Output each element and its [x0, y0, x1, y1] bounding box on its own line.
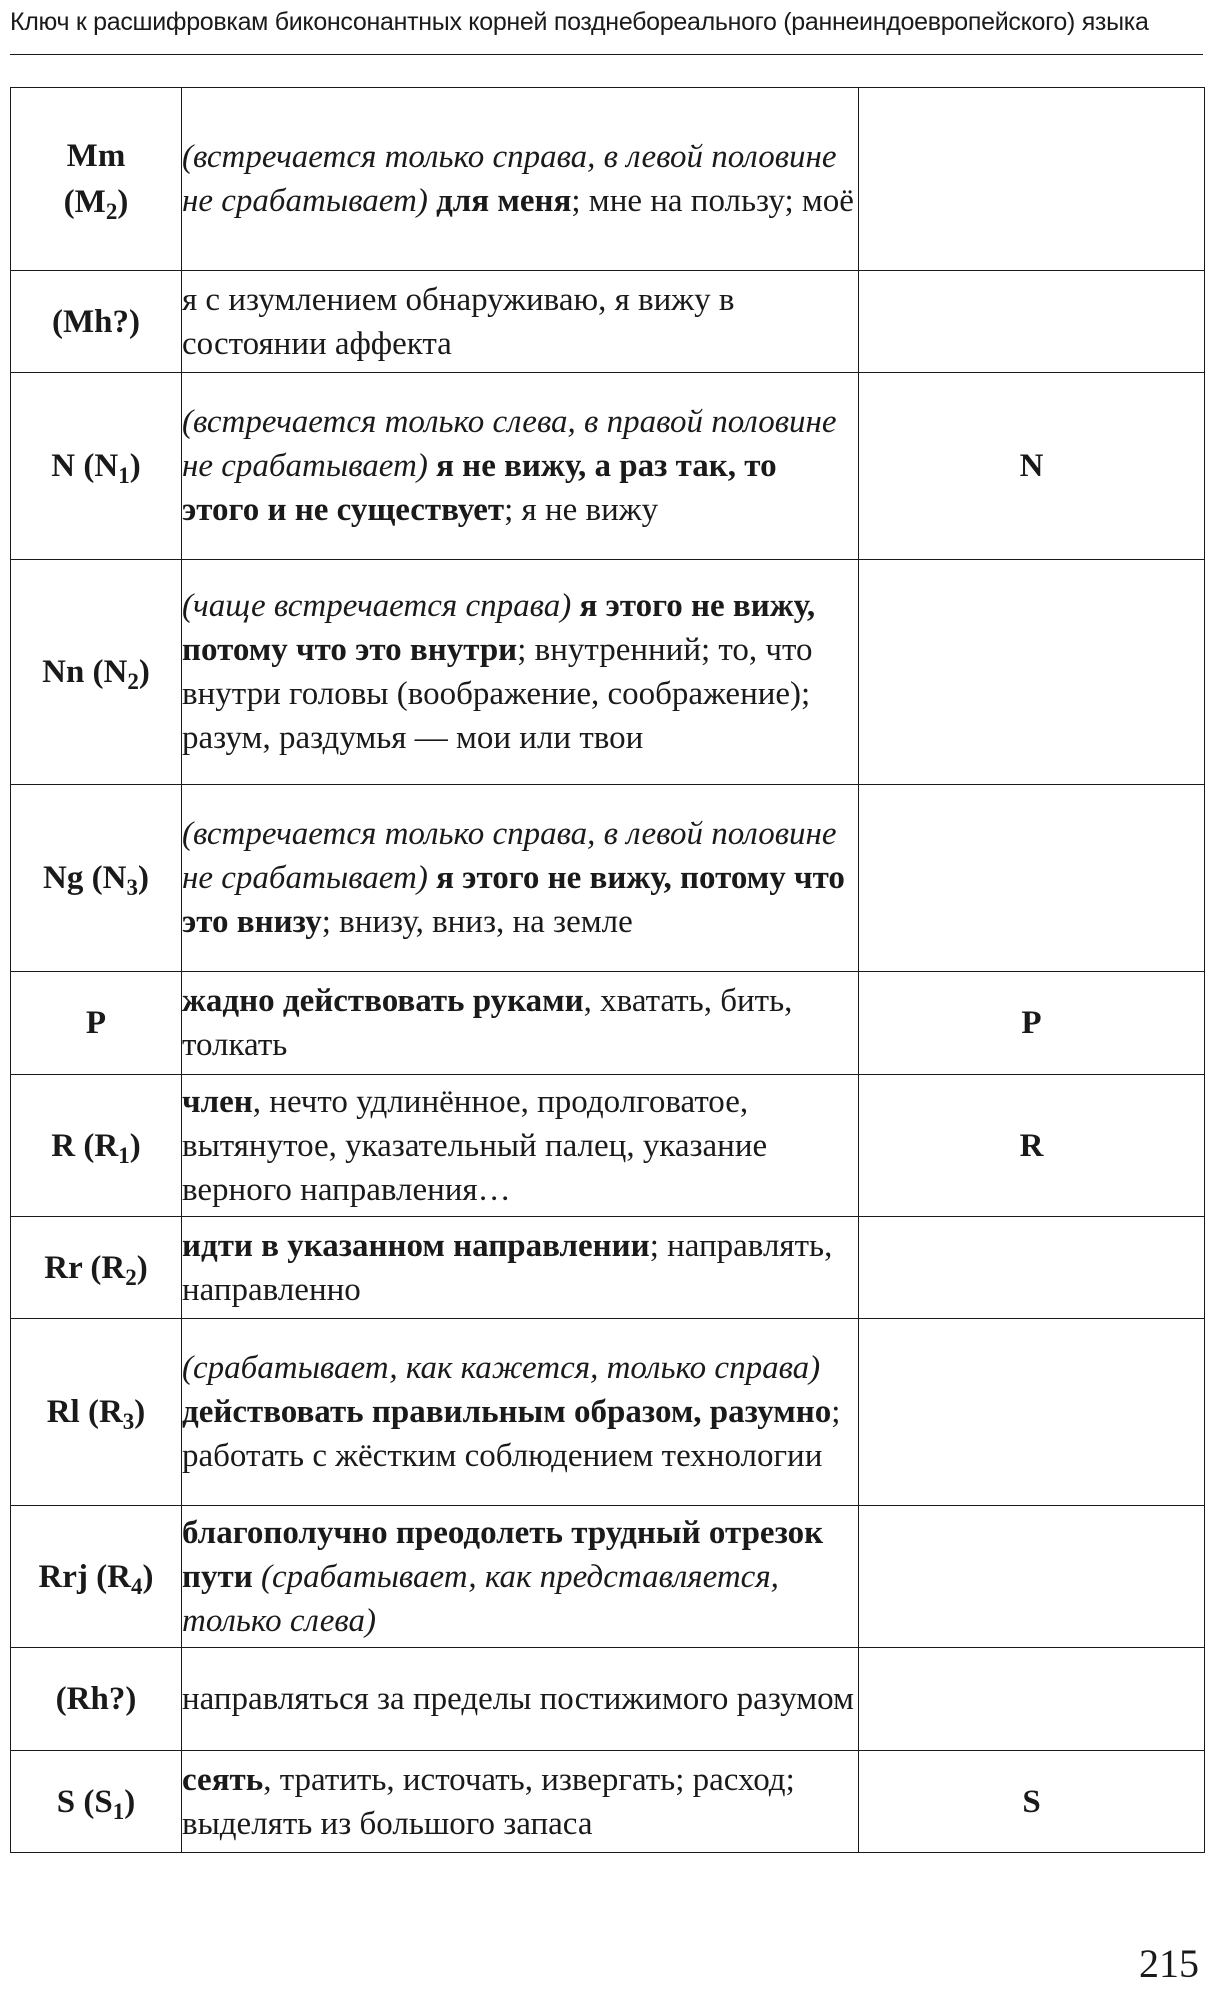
meaning-text [428, 860, 436, 896]
letter-cell: R [859, 1075, 1205, 1217]
meaning-bold-text: благополучно преодолеть трудный отрезок пути [182, 1514, 824, 1595]
meaning-text: ; мне на пользу; моё [571, 183, 854, 219]
root-cell [11, 271, 182, 373]
letter-cell [859, 1648, 1205, 1751]
meaning-bold-text: я этого не вижу, потому что это внизу [182, 860, 845, 940]
letter-cell [859, 560, 1205, 785]
root-text: S (S [56, 1783, 113, 1820]
meaning-italic-note: (срабатывает, как кажется, только справа) [182, 1350, 821, 1386]
meaning-cell [182, 785, 859, 972]
meaning-bold-text: идти в указанном направлении [182, 1227, 650, 1264]
letter-cell: P [859, 972, 1205, 1075]
root-cell [11, 1751, 182, 1853]
root-text: ) [129, 1127, 141, 1164]
meaning-bold-text: сеять [182, 1761, 264, 1798]
meaning-italic-note: (встречается только справа, в левой половине не срабатывает) [182, 139, 837, 219]
meaning-bold-text: я этого не вижу, потому что это внутри [182, 588, 816, 668]
root-text: ) [137, 860, 149, 896]
root-text: Mm [66, 138, 126, 174]
letter-cell [859, 1217, 1205, 1319]
root-subscript: 2 [127, 669, 139, 694]
root-text: ) [129, 448, 141, 484]
meaning-italic-note: (чаще встречается справа) [182, 588, 572, 624]
meaning-text: ; внизу, вниз, на земле [321, 904, 633, 940]
page-number: 215 [1139, 1941, 1199, 1986]
root-text: ) [124, 1783, 136, 1820]
root-text: Rrj (R [38, 1558, 132, 1595]
meaning-bold-text: я не вижу, а раз так, то этого и не существует [182, 448, 777, 528]
table-row [11, 373, 1205, 560]
root-text: Ng (N [43, 860, 127, 896]
root-cell [11, 1217, 182, 1319]
meaning-cell [182, 1217, 859, 1319]
root-cell [11, 373, 182, 560]
meaning-cell [182, 972, 859, 1075]
letter-cell [859, 1506, 1205, 1648]
table-row [11, 972, 1205, 1075]
root-cell [11, 88, 182, 271]
root-subscript: 2 [125, 1264, 137, 1290]
meaning-italic-note: (встречается только справа, в левой половине не срабатывает) [182, 816, 837, 896]
root-text: Rr (R [44, 1249, 126, 1286]
meaning-text: ; направлять, направленно [182, 1227, 833, 1308]
root-cell [11, 1506, 182, 1648]
roots-table-body [11, 88, 1205, 1853]
letter-cell [859, 785, 1205, 972]
meaning-text: , нечто удлинённое, продолговатое, вытянутое, указательный палец, указание верного направления… [182, 1083, 768, 1208]
root-cell [11, 1075, 182, 1217]
meaning-text: направляться за пределы постижимого разумом [182, 1681, 854, 1717]
meaning-cell [182, 560, 859, 785]
meaning-text [428, 448, 436, 484]
meaning-text: , тратить, источать, извергать; расход; выделять из большого запаса [182, 1761, 795, 1842]
letter-cell: N [859, 373, 1205, 560]
root-text: ) [138, 654, 150, 690]
meaning-text: , хватать, бить, толкать [182, 983, 793, 1063]
root-text: Rl (R [46, 1394, 123, 1430]
meaning-bold-text: действовать правильным образом, разумно [182, 1394, 832, 1430]
meaning-bold-text: жадно действовать руками [182, 983, 584, 1019]
meaning-text [253, 1559, 261, 1595]
table-row [11, 1217, 1205, 1319]
meaning-text: ; я не вижу [504, 492, 659, 528]
root-cell [11, 560, 182, 785]
root-cell [11, 1319, 182, 1506]
root-cell [11, 1648, 182, 1751]
root-text: ) [142, 1558, 154, 1595]
letter-cell [859, 271, 1205, 373]
table-row [11, 271, 1205, 373]
meaning-text: я с изумлением обнаруживаю, я вижу в состоянии аффекта [182, 281, 735, 362]
meaning-bold-text: для меня [436, 183, 572, 219]
running-header: Ключ к расшифровкам биконсонантных корней позднебореального (раннеиндоевропейского) языка [10, 8, 1149, 36]
table-row [11, 1506, 1205, 1648]
root-text: N (N [51, 448, 119, 484]
meaning-cell [182, 1751, 859, 1853]
meaning-text [428, 183, 436, 219]
meaning-text: ; работать с жёстким соблюдением технологии [182, 1394, 841, 1474]
meaning-cell [182, 373, 859, 560]
table-row [11, 560, 1205, 785]
root-subscript: 1 [118, 463, 130, 488]
root-text: (M [63, 184, 106, 220]
root-subscript: 3 [122, 1409, 135, 1434]
meaning-cell [182, 271, 859, 373]
meaning-cell [182, 1319, 859, 1506]
letter-cell [859, 88, 1205, 271]
root-text: Nn (N [42, 654, 128, 690]
meaning-italic-note: (встречается только слева, в правой половине не срабатывает) [182, 404, 837, 484]
root-subscript: 2 [105, 199, 118, 224]
meaning-cell [182, 1075, 859, 1217]
table-row [11, 1751, 1205, 1853]
root-cell [11, 785, 182, 972]
meaning-cell [182, 1506, 859, 1648]
table-row [11, 1648, 1205, 1751]
root-text: (Mh?) [52, 303, 140, 340]
root-subscript: 1 [112, 1798, 125, 1824]
header-rule [10, 54, 1203, 55]
root-text: ) [117, 184, 129, 220]
meaning-bold-text: член [182, 1083, 253, 1120]
root-text: R (R [51, 1127, 119, 1164]
root-cell [11, 972, 182, 1075]
letter-cell [859, 1319, 1205, 1506]
root-subscript: 4 [131, 1573, 143, 1599]
root-text: (Rh?) [55, 1681, 137, 1717]
table-row [11, 785, 1205, 972]
root-text: P [85, 1005, 107, 1041]
table-row [11, 1075, 1205, 1217]
meaning-cell [182, 1648, 859, 1751]
root-text: ) [134, 1394, 146, 1430]
meaning-text: ; внутренний; то, что внутри головы (воображение, соображение); разум, раздумья — мои или твои [182, 632, 813, 756]
root-subscript: 3 [126, 875, 138, 900]
table-row [11, 1319, 1205, 1506]
root-text: ) [136, 1249, 148, 1286]
table-row [11, 88, 1205, 271]
meaning-cell [182, 88, 859, 271]
letter-cell: S [859, 1751, 1205, 1853]
meaning-italic-note: (срабатывает, как представляется, только слева) [182, 1558, 779, 1639]
roots-table [10, 87, 1205, 1853]
root-subscript: 1 [118, 1142, 130, 1168]
